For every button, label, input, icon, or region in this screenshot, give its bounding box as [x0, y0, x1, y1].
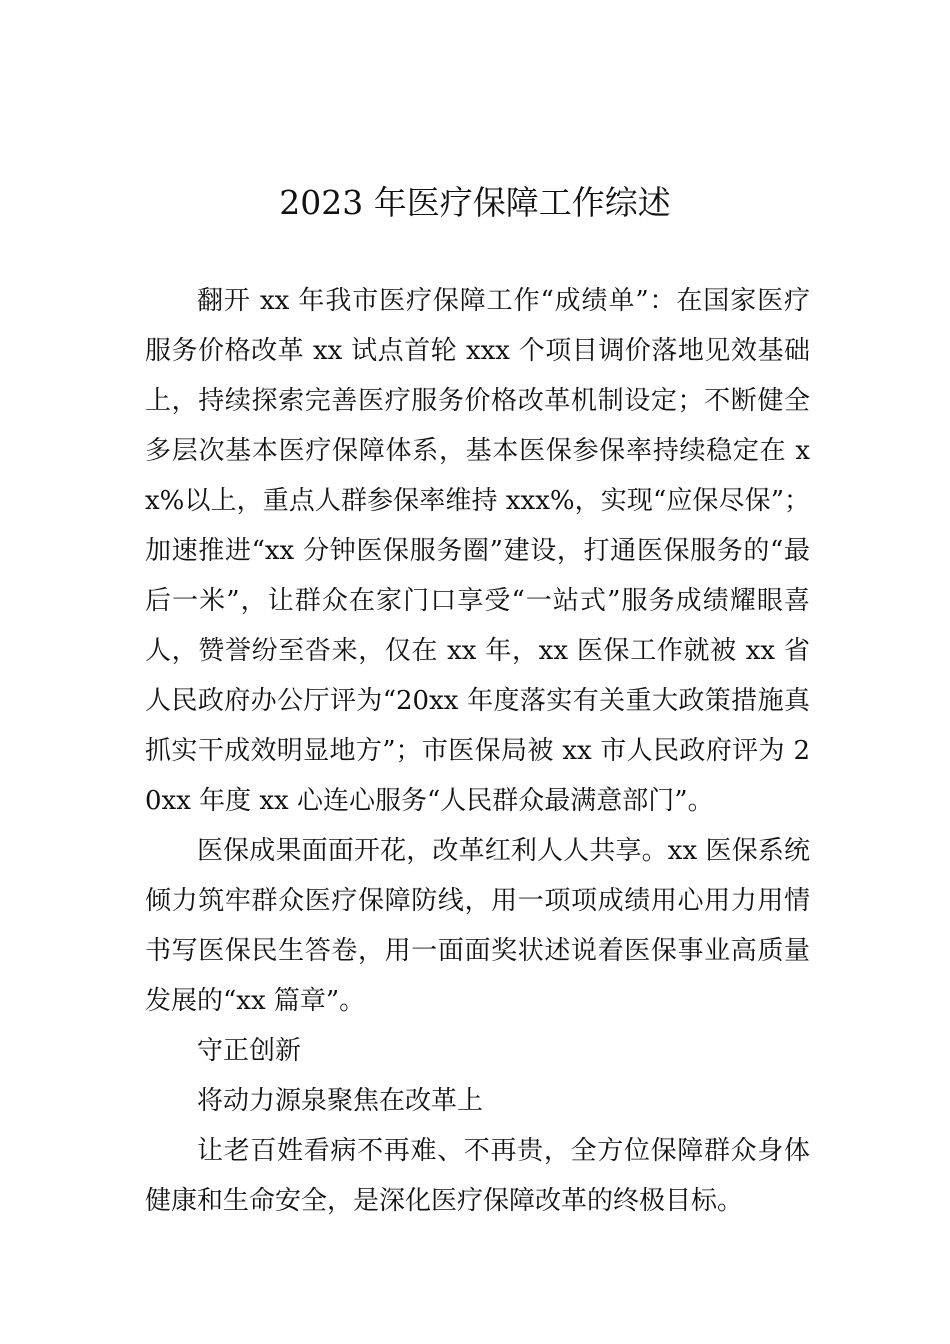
paragraph-intro: 翻开 xx 年我市医疗保障工作“成绩单”：在国家医疗服务价格改革 xx 试点首轮 xxx 个项目调价落地见效基础上，持续探索完善医疗服务价格改革机制设定；不断健全多层次基本医疗保障体系，基本医保参保率持续稳定在 xx%以上，重点人群参保率维持 xxx%，实现“应保尽保”；加速推进“xx 分钟医保服务圈”建设，打通医保服务的“最后一米”，让群众在家门口享受“一站式”服务成绩耀眼喜人，赞誉纷至沓来，仅在 xx 年，xx 医保工作就被 xx 省人民政府办公厅评为“20xx 年度落实有关重大政策措施真抓实干成效明显地方”；市医保局被 xx 市人民政府评为 20xx 年度 xx 心连心服务“人民群众最满意部门”。 [145, 286, 810, 816]
paragraph-goal: 让老百姓看病不再难、不再贵，全方位保障群众身体健康和生命安全，是深化医疗保障改革的终极目标。 [145, 1136, 810, 1216]
document-body [145, 276, 810, 1226]
section-heading: 守正创新 [197, 1036, 302, 1066]
paragraph-achievements: 医保成果面面开花，改革红利人人共享。xx 医保系统倾力筑牢群众医疗保障防线，用一项项成绩用心用力用情书写医保民生答卷，用一面面奖状述说着医保事业高质量发展的“xx 篇章”。 [145, 836, 810, 1016]
document-title: 2023 年医疗保障工作综述 [279, 183, 671, 222]
section-subheading: 将动力源泉聚焦在改革上 [197, 1086, 484, 1116]
